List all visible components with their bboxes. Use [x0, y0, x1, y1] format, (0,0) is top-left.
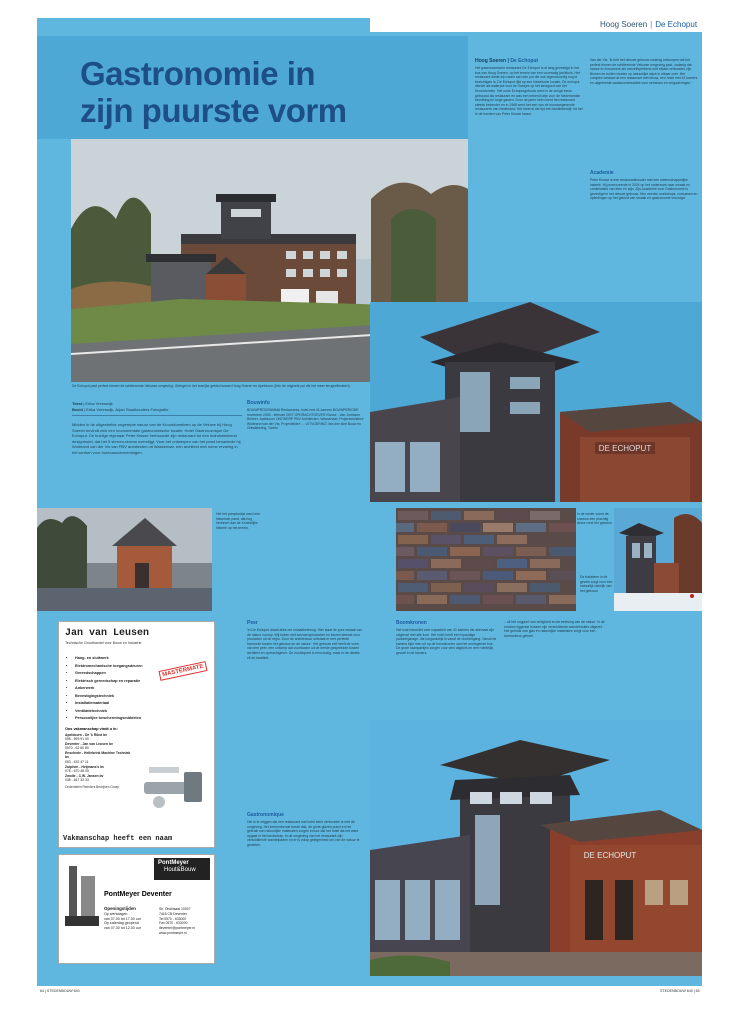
- ad-jan-van-leusen[interactable]: [58, 621, 215, 848]
- hours-label: Openingstijden: [104, 906, 136, 911]
- caption-main: De Echoput past perfect binnen de schitterende Veluwse omgeving. Gelegen in het bosrijke gebied tussen Hoog Soeren en Apeldoorn (foto de originele pui die het meer terugreflecteert).: [72, 384, 351, 388]
- leusen-addresses: [65, 733, 135, 784]
- service-item: • Ankerwerk: [75, 685, 214, 693]
- service-item: • Gereedschappen: [75, 670, 214, 678]
- col1-heading: Hoog Soeren | De Echoput: [475, 58, 539, 64]
- bouwinfo-heading: Bouwinfo: [247, 400, 270, 406]
- credits-photo-label: Beeld: [72, 406, 83, 412]
- boomkronen-text: Het hotel beschikt over capaciteit van 41 kamers die allemaal zijn uitgerust met alle luxe. Het hotel heeft een inpandige parkeergarage, die toegankelijk is vanaf de hoofdingang. Vanuit de kamers kijkt men uit op de boomkronen van het omringende bos. De grote raampartijen zorgen voor veel daglicht en een ruimtelijk gevoel in de kamers.: [396, 628, 497, 655]
- address-line: Fax 0570 - 633000: [159, 921, 188, 926]
- address-line: 0570 - 62 80 80: [65, 746, 89, 751]
- peer-heading: Peer: [247, 620, 258, 626]
- title-line-1: Gastronomie in: [80, 55, 316, 92]
- hours-line: van 07.00 tot 17.00 uur: [104, 916, 141, 921]
- address-line: Zwolle - C.W. Jansen bv: [65, 773, 104, 778]
- address-line: 7418 CB Deventer: [159, 911, 187, 916]
- caption-small: In de winter vormt de sneeuw een prachtig decor rond het gebouw.: [577, 512, 613, 526]
- credits-text-label: Tekst: [72, 401, 83, 406]
- tools-illustration: [139, 762, 209, 812]
- service-item: • Installatiemateriaal: [75, 700, 214, 708]
- caption-brick: De baksteen in de gevels zorgt voor een natuurlijk uiterlijk van het gebouw.: [580, 575, 613, 593]
- boomkronen-heading: Boomkronen: [396, 620, 427, 626]
- address-line: Tel 0570 - 633000: [159, 916, 187, 921]
- article-title: [80, 55, 347, 129]
- leusen-locations-label: Ons vakmanschap vindt u in:: [65, 726, 118, 731]
- boomkronen-text-2: ...uit het oogpunt van veiligheid en de beleving van de natuur. In de rondom liggende bossen zijn verschillende wandelroutes uitgezet. Het gebruik van glas en natuurlijke materialen zorgt voor een harmonieus geheel.: [504, 620, 605, 638]
- divider: [72, 415, 242, 416]
- service-item: • Persoonlijke beschermingsmiddelen: [75, 715, 214, 723]
- address-line: Deventer - Jan van Leusen bv: [65, 741, 113, 746]
- breadcrumb: [600, 20, 697, 29]
- hours-line: van 07.30 tot 12.00 uur: [104, 926, 141, 931]
- pontmeyer-illustration: [63, 861, 103, 931]
- hours-line: Op zaterdag geopend: [104, 921, 139, 926]
- logo-top: PontMeyer: [158, 860, 189, 866]
- credits-photo: Erika Vreeswijk, Arjan Staalhouders Fotografie: [86, 406, 169, 412]
- breadcrumb-separator: |: [650, 20, 653, 29]
- peer-text: 'In De Echoput draait alles om smaakbeleving. Hier staat de pure smaak van de natuur voorop. Wij koken met seizoensproducten en kiezen bewust voor producten uit de regio. Door de architectuur ontstaat er een perfecte harmonie tussen het gebouw en de natuur.' Het gebouw zelf heeft de vorm van een peer, een ontwerp dat voortkwam uit de eerste gesprekken tussen architect en opdrachtgever. De hoofdopzet is eenvoudig, maar in de details zit de kwaliteit.: [247, 628, 362, 660]
- photo-brick-wall: [396, 508, 576, 611]
- hours-line: Op werkdagen: [104, 911, 128, 916]
- leusen-subtitle: Technische Groothandel voor Bouw en Industrie: [65, 641, 142, 645]
- academie-heading: Academie: [590, 170, 614, 176]
- bouwinfo-text: BOUWPROGRAMMA Restaurants, hotel met 41 kamers BOUWPERIODE november 2005 - februari 2007 OPDRACHTGEVER Klosse - Van Jorrissen Beheer, Apeldoorn ONTWERP PBV Architecten, Wassenaar; Projectarchitect: Wolbrand van der Vis; Projectleider: ... UITVOERING Van den Belt Bouw en Ontwikkeling, Twello: [247, 408, 364, 431]
- intro-paragraph: Midden in de uitgestrekte ongerepte natuur van de Kroondomeinen op de Veluwe bij Hoog Soeren bevindt zich een monumentale gastronomische locatie, Hotel Gastronomique De Echoput. De huidige eigenaar Peter Klosse herbouwde zijn restaurant tot een indrukwekkend designhotel, dat het 5 sterren-niveau overstijgt. Voor het ontwerpen van het pand benaderde hij Wolbrand van der Vis van PBV architecten uit Wassenaar, een architect met ruime ervaring in het werken voor horecaondernemingen.: [72, 422, 241, 455]
- leusen-slogan: Vakmanschap heeft een naam: [63, 835, 173, 843]
- credits: Tekst | Erika Vreeswijk Beeld | Erika Vreeswijk, Arjan Staalhouders Fotografie: [72, 401, 169, 412]
- logo-bottom: Hout&Bouw: [164, 867, 196, 873]
- building-sign-bottom: DE ECHOPUT: [583, 851, 637, 860]
- address-line: deventer@pontmeyer.nl: [159, 926, 196, 931]
- address-line: Zutphen - Heijmans's bv: [65, 764, 105, 769]
- academie-text: Peter Klosse is een restauranthouder met een wetenschappelijke insteek. Hij promoveerde in 2004 op het onderzoek naar smaak en combinaties van eten en wijn. Zijn Academie voor Gastronomie is gevestigd in het nieuwe gebouw. Hier worden workshops, cursussen en opleidingen op het gebied van smaak en gastronomie verzorgd.: [590, 178, 698, 201]
- col1-heading-place: Hoog Soeren: [475, 58, 507, 64]
- leusen-note: Onderdelen Reinders Bedrijven Groep: [65, 785, 120, 790]
- photo-snow: [614, 508, 702, 611]
- pontmeyer-hours: [104, 907, 141, 931]
- photo-echoput-facade-bottom: [370, 720, 702, 976]
- photo-echoput-facade-top: [370, 302, 702, 502]
- address-line: Apeldoorn - De 'k Rikst bv: [65, 732, 108, 737]
- service-item: • Hang- en sluitwerk: [75, 655, 214, 663]
- pontmeyer-address: [159, 907, 195, 936]
- col2-text: Van der Vis: 'Ik heb het nieuwe gebouw zodanig ontworpen dat het perfect binnen de schitterende Veluwse omgeving past, zodanig dat natuur en bouwwerk als vanzelfsprekend met elkaar verbonden zijn. Binnen en buiten vloeien op natuurlijke wijze in elkaar over. Het complex bestaat uit een restaurant met terras, een hotel met 41 kamers en uitgebreide zaalaccommodatie voor seminars en vergaderingen.': [590, 58, 698, 85]
- breadcrumb-project: De Echoput: [655, 20, 698, 29]
- title-line-2: zijn puurste vorm: [80, 92, 347, 129]
- address-line: 075 - 670 48 00: [65, 769, 89, 774]
- pontmeyer-name: PontMeyer Deventer: [104, 891, 172, 898]
- address-line: Enschede - Hellebrink Machine Techniek bv: [65, 750, 131, 760]
- credits-text: Erika Vreeswijk: [85, 401, 113, 406]
- gastronomique-heading: Gastronomique: [247, 812, 284, 818]
- address-line: Sir. Ölstötsaat 10007: [159, 907, 191, 911]
- col1-text: Het gastronomische restaurant De Echoput is al lang gevestigd in het bos van Hoog Soeren, op het terrein van een voormalig jachthuis. Het restaurant dankt zijn naam aan een put die ook tegenwoordig nog te bezichtigen is. De Echoput lijkt op een historische locatie, De echoput diende als waterput voor de Oranjes op het landgoed van het Kroondomein. Het oude Echoputgebouw werd in de vorige eeuw gebouwd als restaurant en was een bekend uitje voor de Nederlandse bevolking en hoge gasten. Door de jaren heen werd het restaurant steeds bekender en in 1968 werd het een van de toonaangevende restaurants van Nederland. Het bleef al die tijd een familiebedrijf, tot het in de handen van Peter Klosse kwam.: [475, 66, 583, 116]
- service-item: • Ventilatietechniek: [75, 708, 214, 716]
- service-item: • Bevestigingstechniek: [75, 693, 214, 701]
- leusen-name: Jan van Leusen: [65, 628, 150, 639]
- breadcrumb-section: Hoog Soeren: [600, 20, 648, 29]
- photo-pomphuisje: [37, 508, 212, 611]
- footer-left: 64 | STEDENBOUW 640: [40, 989, 80, 993]
- footer-right: STEDENBOUW 640 | 65: [660, 989, 700, 993]
- address-line: 055 - 599 91 00: [65, 737, 89, 742]
- gastronomique-text: Het is te zeggen dat een restaurant met hotel sterk verbonden is met de omgeving. Het kenmerkende brede dak, de grote glazen puien en het gebruik van natuurlijke materialen zorgen ervoor dat het hotel als het ware opgaat in het landschap. In de omgeving van het restaurant zijn verschillende wandelpaden en er is volop gelegenheid om van de natuur te genieten.: [247, 820, 360, 847]
- address-line: 038 - 467 33 33: [65, 778, 89, 783]
- pontmeyer-logo: [154, 858, 210, 880]
- caption-shed: Het het pomphuisje werd een historisch pand, dat nog herinnert aan de Koninklijke historie op het terrein.: [216, 512, 261, 530]
- building-sign: DE ECHOPUT: [598, 444, 652, 453]
- address-line: www.pontmeyer.nl: [159, 930, 187, 935]
- address-line: 053 - 432 47 11: [65, 760, 89, 765]
- col1-heading-project: De Echoput: [510, 58, 539, 64]
- ad-pontmeyer[interactable]: [58, 854, 215, 964]
- service-item: • Elektrisch gereedschap en reparatie: [75, 678, 214, 686]
- service-item: • Elektromechanische toegangsdeuren: [75, 663, 214, 671]
- leusen-badge: MASTERMATE: [158, 661, 207, 681]
